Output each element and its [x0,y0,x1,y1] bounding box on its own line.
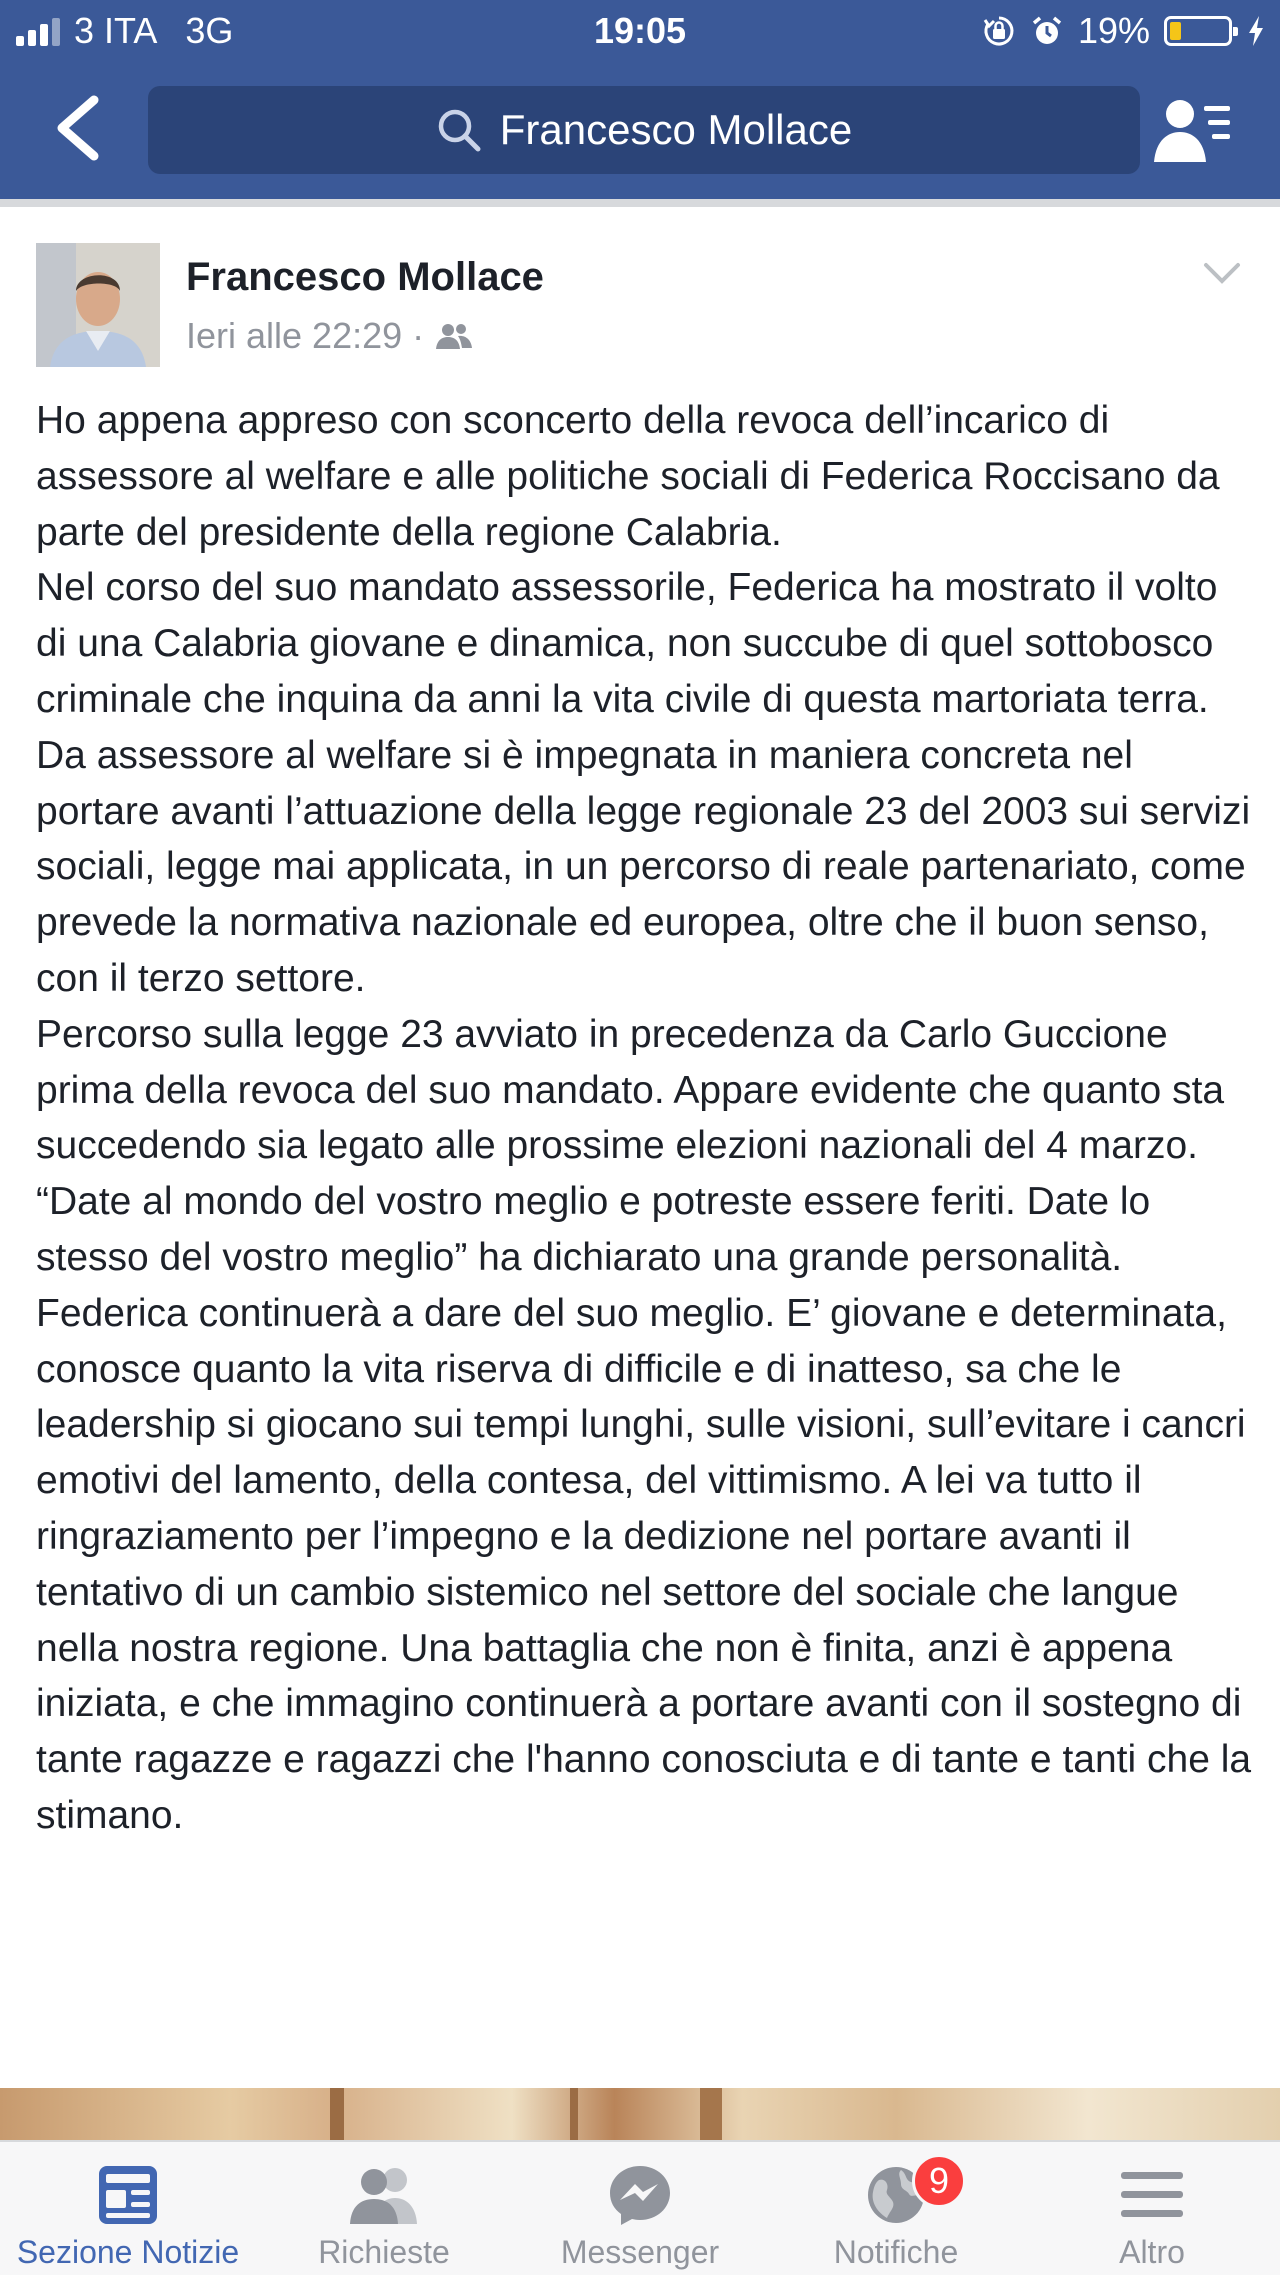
menu-icon [1119,2164,1185,2226]
messenger-icon [607,2164,673,2226]
tab-more[interactable] [1024,2142,1280,2275]
header-divider [0,199,1280,207]
status-bar [0,0,1280,62]
battery-icon [1164,16,1232,46]
friends-audience-icon[interactable] [434,321,474,351]
carrier-label: 3 ITA [74,10,158,51]
back-arrow-icon[interactable] [50,92,110,164]
app-header [0,0,1280,199]
alarm-icon [1030,14,1064,48]
tab-requests[interactable] [256,2142,512,2275]
bottom-tab-bar [0,2140,1280,2275]
photo-detail [700,2088,722,2140]
search-bar[interactable] [148,86,1140,174]
tab-news-feed[interactable] [0,2142,256,2275]
profile-menu-icon[interactable] [1152,96,1232,166]
search-text: Francesco Mollace [499,106,853,153]
post-author[interactable]: Francesco Mollace [186,255,544,299]
charging-bolt-icon [1246,14,1266,48]
avatar[interactable] [36,243,160,367]
tab-notifications[interactable] [768,2142,1024,2275]
photo-detail [570,2088,578,2140]
tab-messenger[interactable] [512,2142,768,2275]
post-paragraph: Federica continuerà a dare del suo meglio. E’ giovane e determinata, conosce quanto la vita riserva di difficile e di inatteso, sa che le leadership si giocano sui tempi lunghi, sulle visioni, sull’evitare i cancri emotivi del lamento, della contesa, del vittimismo. A lei va tutto il ringraziamento per l’impegno e la dedizione nel portare avanti il tentativo di un cambio sistemico nel settore del sociale che langue nella nostra regione. Una battaglia che non è finita, anzi è appena iniziata, e che immagino continuerà a portare avanti con il sostegno di tante ragazze e ragazzi che l'hanno conosciuta e di tante e tanti che la stimano. [36,1291,1252,1837]
tab-label: Notifiche [833,2234,959,2270]
tab-label: Messenger [560,2234,720,2270]
post-body [36,393,1256,1844]
notification-badge: 9 [912,2154,966,2208]
orientation-lock-icon [982,14,1016,48]
post-paragraph: Nel corso del suo mandato assessorile, Federica ha mostrato il volto di una Calabria giovane e dinamica, non succube di quel sottobosco criminale che inquina da anni la vita civile di questa martoriata terra. Da assessore al welfare si è impegnata in maniera concreta nel portare avanti l’attuazione della legge regionale 23 del 2003 sui servizi sociali, legge mai applicata, in un percorso di reale partenariato, come prevede la normativa nazionale ed europea, oltre che il buon senso, con il terzo settore. [36,566,1251,1000]
tab-label: Altro [1119,2234,1185,2270]
post-paragraph: Ho appena appreso con sconcerto della revoca dell’incarico di assessore al welfare e alle politiche sociali di Federica Roccisano da parte del presidente della regione Calabria. [36,399,1220,554]
network-label: 3G [185,10,234,51]
post-timestamp[interactable]: Ieri alle 22:29 [186,315,403,356]
friend-requests-icon [344,2164,424,2226]
battery-percent: 19% [1077,10,1150,51]
battery-fill [1170,22,1181,40]
meta-separator: · [412,315,425,356]
post-paragraph: Percorso sulla legge 23 avviato in precedenza da Carlo Guccione prima della revoca del suo mandato. Appare evidente che quanto sta succedendo sia legato alle prossime elezioni nazionali del 4 marzo. [36,1012,1225,1168]
photo-detail [330,2088,344,2140]
clock: 19:05 [593,10,687,51]
post-meta [186,315,474,357]
post-photo[interactable] [0,2088,1280,2140]
chevron-down-icon[interactable] [1202,259,1242,287]
search-icon [436,107,482,153]
tab-label: Richieste [318,2234,450,2270]
post-paragraph: “Date al mondo del vostro meglio e potreste essere feriti. Date lo stesso del vostro meglio” ha dichiarato una grande personalità. [36,1180,1151,1279]
tab-label: Sezione Notizie [16,2234,240,2270]
news-feed-icon [97,2164,159,2226]
